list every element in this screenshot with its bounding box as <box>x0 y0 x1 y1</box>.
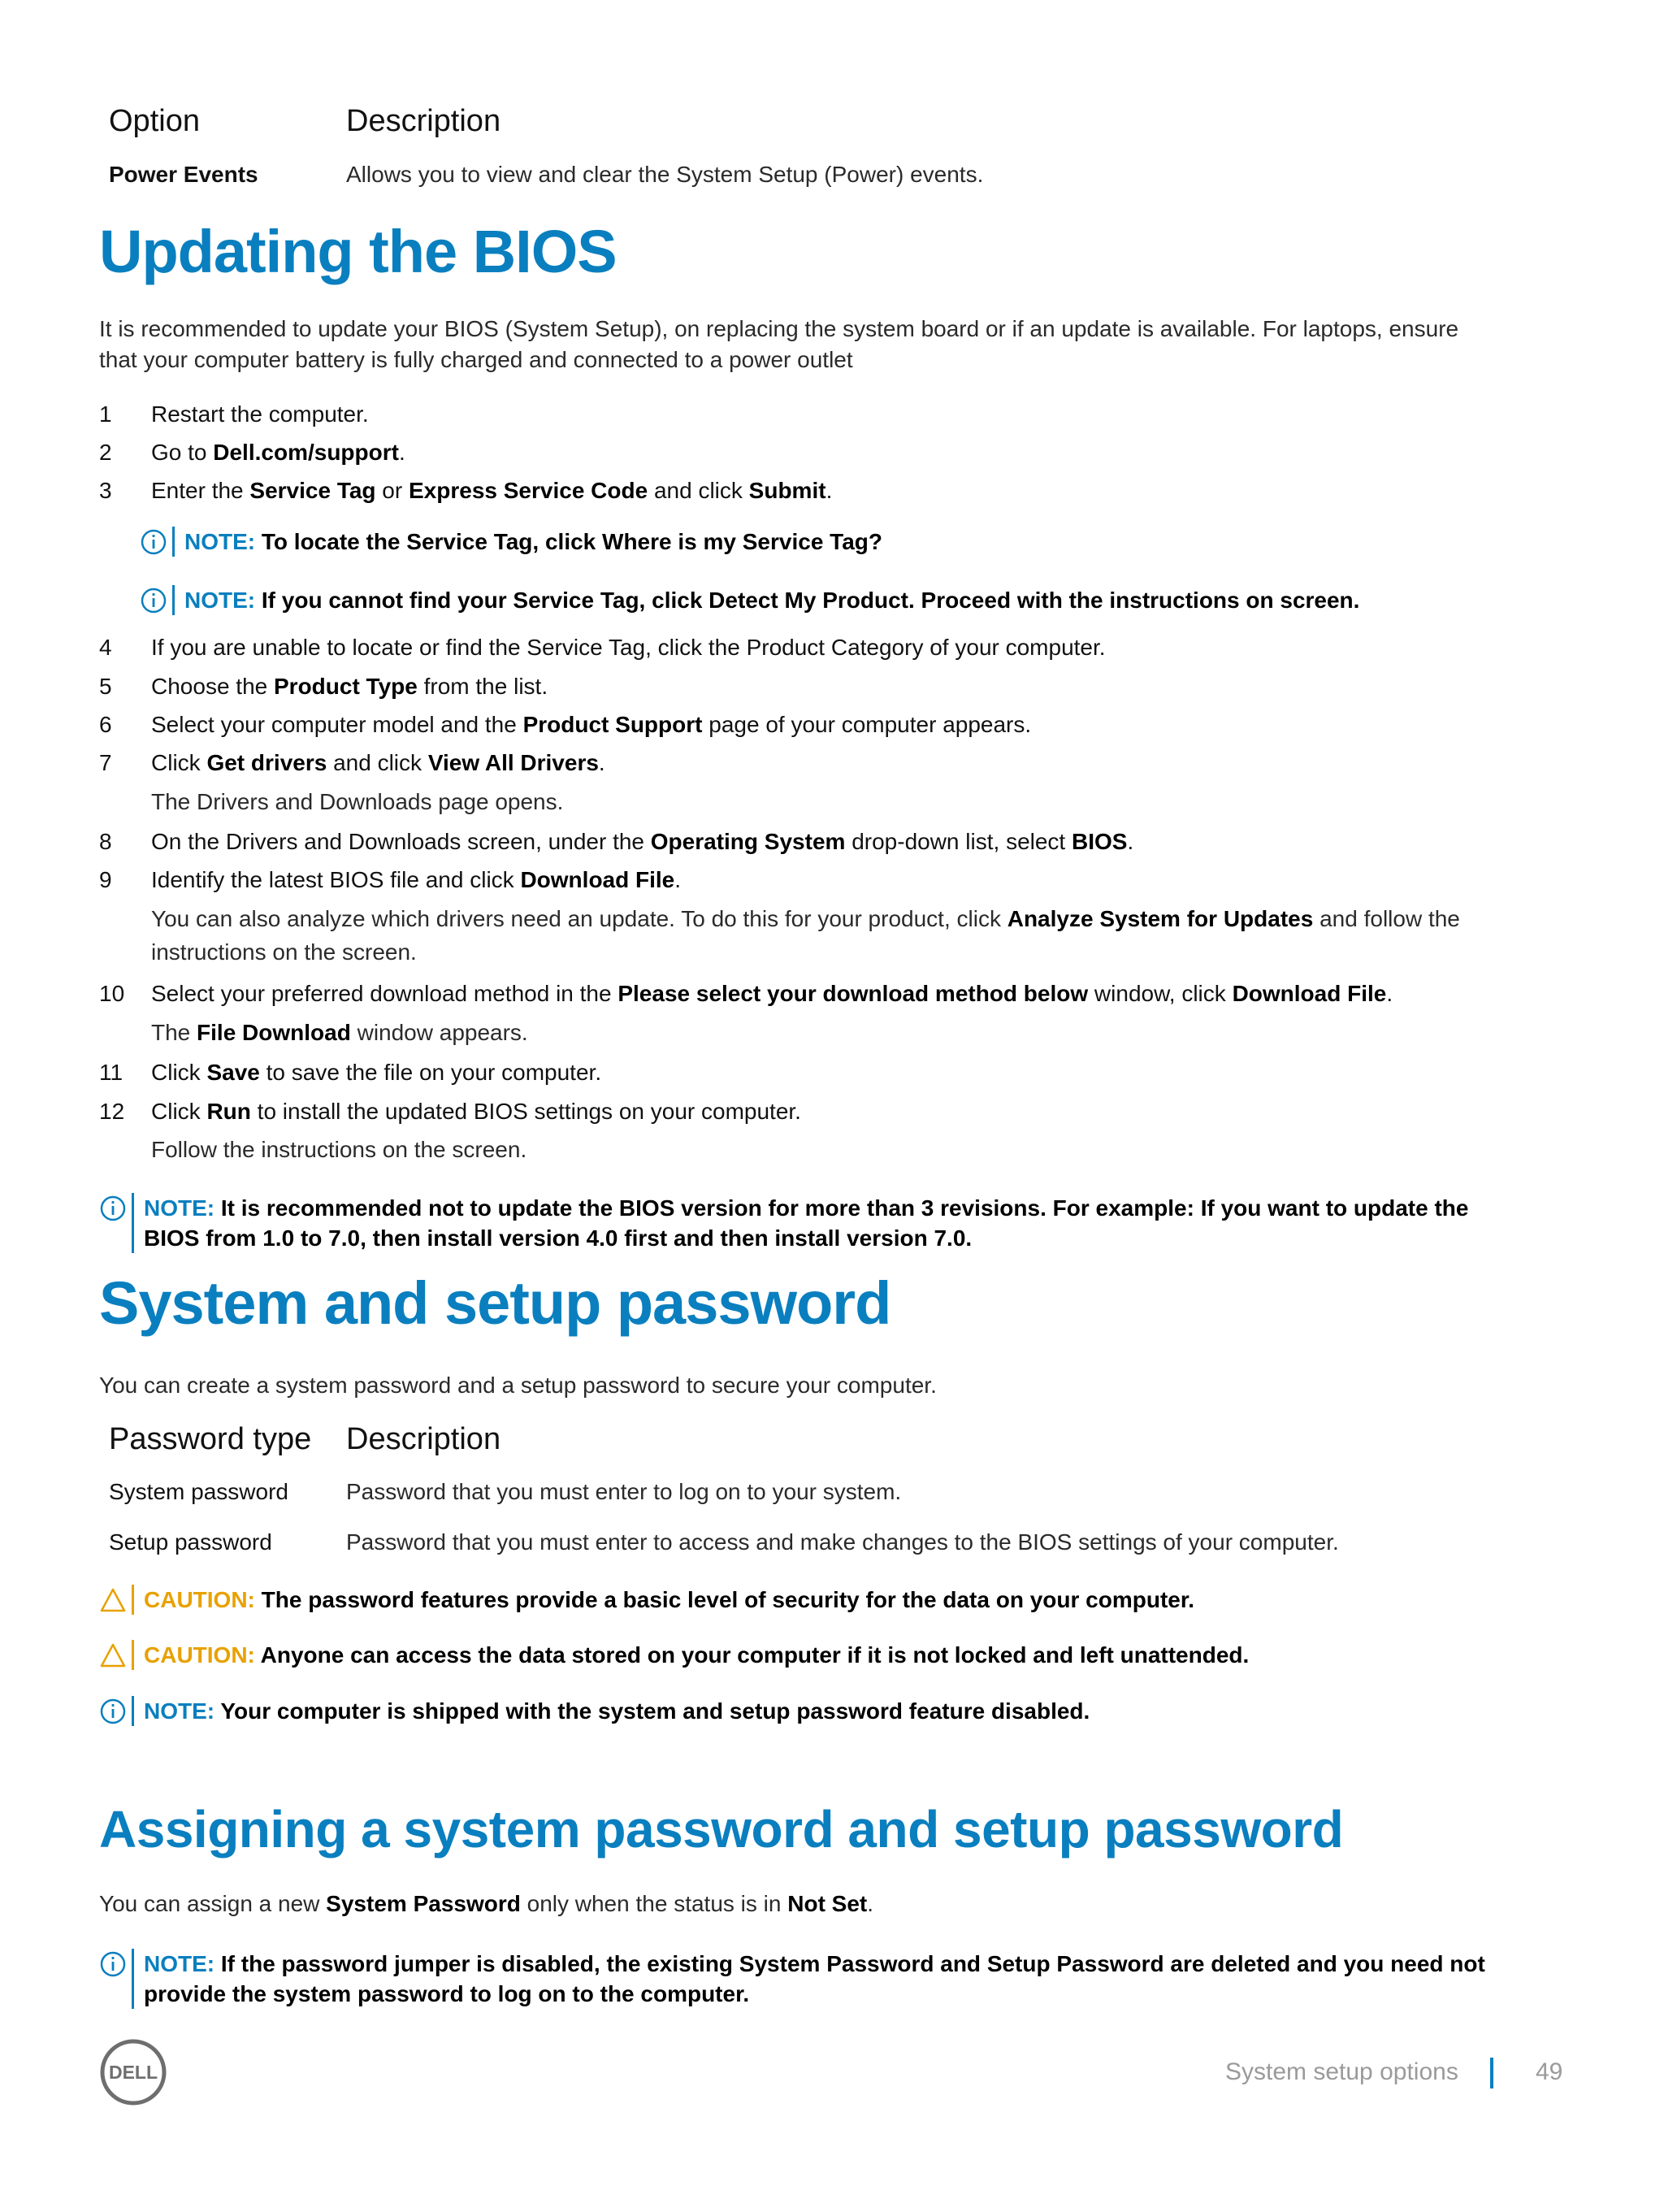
step-text: Restart the computer. <box>151 401 369 427</box>
section-title-updating-bios: Updating the BIOS <box>99 218 617 285</box>
table-cell-option: Power Events <box>109 162 258 187</box>
step-number: 2 <box>99 440 112 465</box>
table-header-password-type: Password type <box>109 1422 312 1456</box>
dell-logo <box>99 2038 167 2106</box>
note-box <box>140 585 1359 615</box>
dell-logo-icon <box>99 2038 167 2106</box>
note-text: provide the system password to log on to the computer. <box>144 1981 750 2006</box>
step-number: 7 <box>99 750 112 775</box>
info-icon <box>99 1950 127 1978</box>
step-number: 5 <box>99 674 112 699</box>
note-text: To locate the Service Tag, click Where is my Service Tag? <box>261 529 882 554</box>
note-box <box>99 1696 1090 1726</box>
info-icon <box>140 528 167 556</box>
step-number: 8 <box>99 829 112 854</box>
warning-icon <box>99 1586 127 1614</box>
footer-divider <box>1490 2058 1493 2088</box>
table-cell-description: Password that you must enter to log on to your system. <box>346 1479 902 1504</box>
warning-icon <box>99 1642 127 1669</box>
note-label: NOTE: <box>144 1951 215 1976</box>
info-icon <box>99 1195 127 1222</box>
step-text: Select your preferred download method in the Please select your download method below window, click Download File. <box>151 981 1393 1006</box>
step-text: Select your computer model and the Product Support page of your computer appears. <box>151 712 1032 737</box>
step-number: 3 <box>99 478 112 503</box>
step-number: 6 <box>99 712 112 737</box>
svg-text:DELL: DELL <box>108 2062 158 2083</box>
caution-label: CAUTION: <box>144 1587 255 1612</box>
note-text: If you cannot find your Service Tag, click Detect My Product. Proceed with the instructions on screen. <box>261 588 1360 613</box>
note-label: NOTE: <box>184 529 256 554</box>
step-text: Go to Dell.com/support. <box>151 440 405 465</box>
section-title-assigning-password: Assigning a system password and setup password <box>99 1800 1344 1859</box>
step-number: 12 <box>99 1099 125 1124</box>
caution-bar <box>132 1640 134 1670</box>
step-number: 1 <box>99 401 112 427</box>
step-subtext: The File Download window appears. <box>151 1020 528 1045</box>
step-number: 9 <box>99 867 112 892</box>
caution-label: CAUTION: <box>144 1642 255 1668</box>
step-text: On the Drivers and Downloads screen, under the Operating System drop-down list, select BIOS. <box>151 829 1134 854</box>
step-subtext: You can also analyze which drivers need an update. To do this for your product, click Analyze System for Updates and follow the <box>151 906 1460 931</box>
table-cell-type: Setup password <box>109 1529 272 1555</box>
note-label: NOTE: <box>184 588 256 613</box>
section-title-system-setup-password: System and setup password <box>99 1269 891 1337</box>
table-cell-type: System password <box>109 1479 288 1504</box>
intro-line-2: that your computer battery is fully charged and connected to a power outlet <box>99 347 853 372</box>
footer-section-name: System setup options <box>1225 2058 1458 2085</box>
step-subtext: instructions on the screen. <box>151 939 417 965</box>
table-cell-description: Allows you to view and clear the System Setup (Power) events. <box>346 162 984 187</box>
step-text: Identify the latest BIOS file and click Download File. <box>151 867 682 892</box>
page-number: 49 <box>1536 2058 1563 2085</box>
step-text: Click Save to save the file on your computer. <box>151 1060 602 1085</box>
note-box <box>140 527 882 557</box>
note-bar <box>132 1949 134 2009</box>
table-header-description: Description <box>346 104 501 138</box>
step-text: Click Run to install the updated BIOS settings on your computer. <box>151 1099 801 1124</box>
info-icon <box>99 1698 127 1725</box>
note-bar <box>172 585 175 615</box>
step-number: 4 <box>99 635 112 660</box>
step-text: Click Get drivers and click View All Drivers. <box>151 750 605 775</box>
table-header-description: Description <box>346 1422 501 1456</box>
caution-box <box>99 1585 1194 1615</box>
info-icon <box>140 587 167 614</box>
note-label: NOTE: <box>144 1698 215 1724</box>
caution-box <box>99 1640 1249 1670</box>
step-text: Enter the Service Tag or Express Service Code and click Submit. <box>151 478 833 503</box>
step-text: If you are unable to locate or find the Service Tag, click the Product Category of your computer. <box>151 635 1106 660</box>
table-cell-description: Password that you must enter to access and make changes to the BIOS settings of your computer. <box>346 1529 1339 1555</box>
caution-text: Anyone can access the data stored on your computer if it is not locked and left unattended. <box>260 1642 1250 1668</box>
step-number: 11 <box>99 1060 124 1085</box>
table-header-option: Option <box>109 104 200 138</box>
intro-line-1: It is recommended to update your BIOS (System Setup), on replacing the system board or if an update is available. For laptops, ensure <box>99 316 1459 341</box>
caution-bar <box>132 1585 134 1615</box>
note-bar <box>132 1696 134 1726</box>
section-intro: You can create a system password and a setup password to secure your computer. <box>99 1373 937 1398</box>
note-bar <box>132 1193 134 1253</box>
note-text: Your computer is shipped with the system and setup password feature disabled. <box>220 1698 1090 1724</box>
note-box <box>99 1949 1485 2009</box>
step-subtext: Follow the instructions on the screen. <box>151 1137 527 1162</box>
step-number: 10 <box>99 981 125 1006</box>
note-text: If the password jumper is disabled, the existing System Password and Setup Password are deleted and you need not <box>220 1951 1485 1976</box>
note-text: It is recommended not to update the BIOS version for more than 3 revisions. For example: If you want to update the <box>220 1195 1469 1221</box>
note-label: NOTE: <box>144 1195 215 1221</box>
note-text: BIOS from 1.0 to 7.0, then install version 4.0 first and then install version 7.0. <box>144 1225 973 1251</box>
note-bar <box>172 527 175 557</box>
section-intro: You can assign a new System Password only when the status is in Not Set. <box>99 1891 874 1916</box>
step-text: Choose the Product Type from the list. <box>151 674 548 699</box>
step-subtext: The Drivers and Downloads page opens. <box>151 789 564 814</box>
note-box <box>99 1193 1468 1253</box>
caution-text: The password features provide a basic level of security for the data on your computer. <box>261 1587 1194 1612</box>
